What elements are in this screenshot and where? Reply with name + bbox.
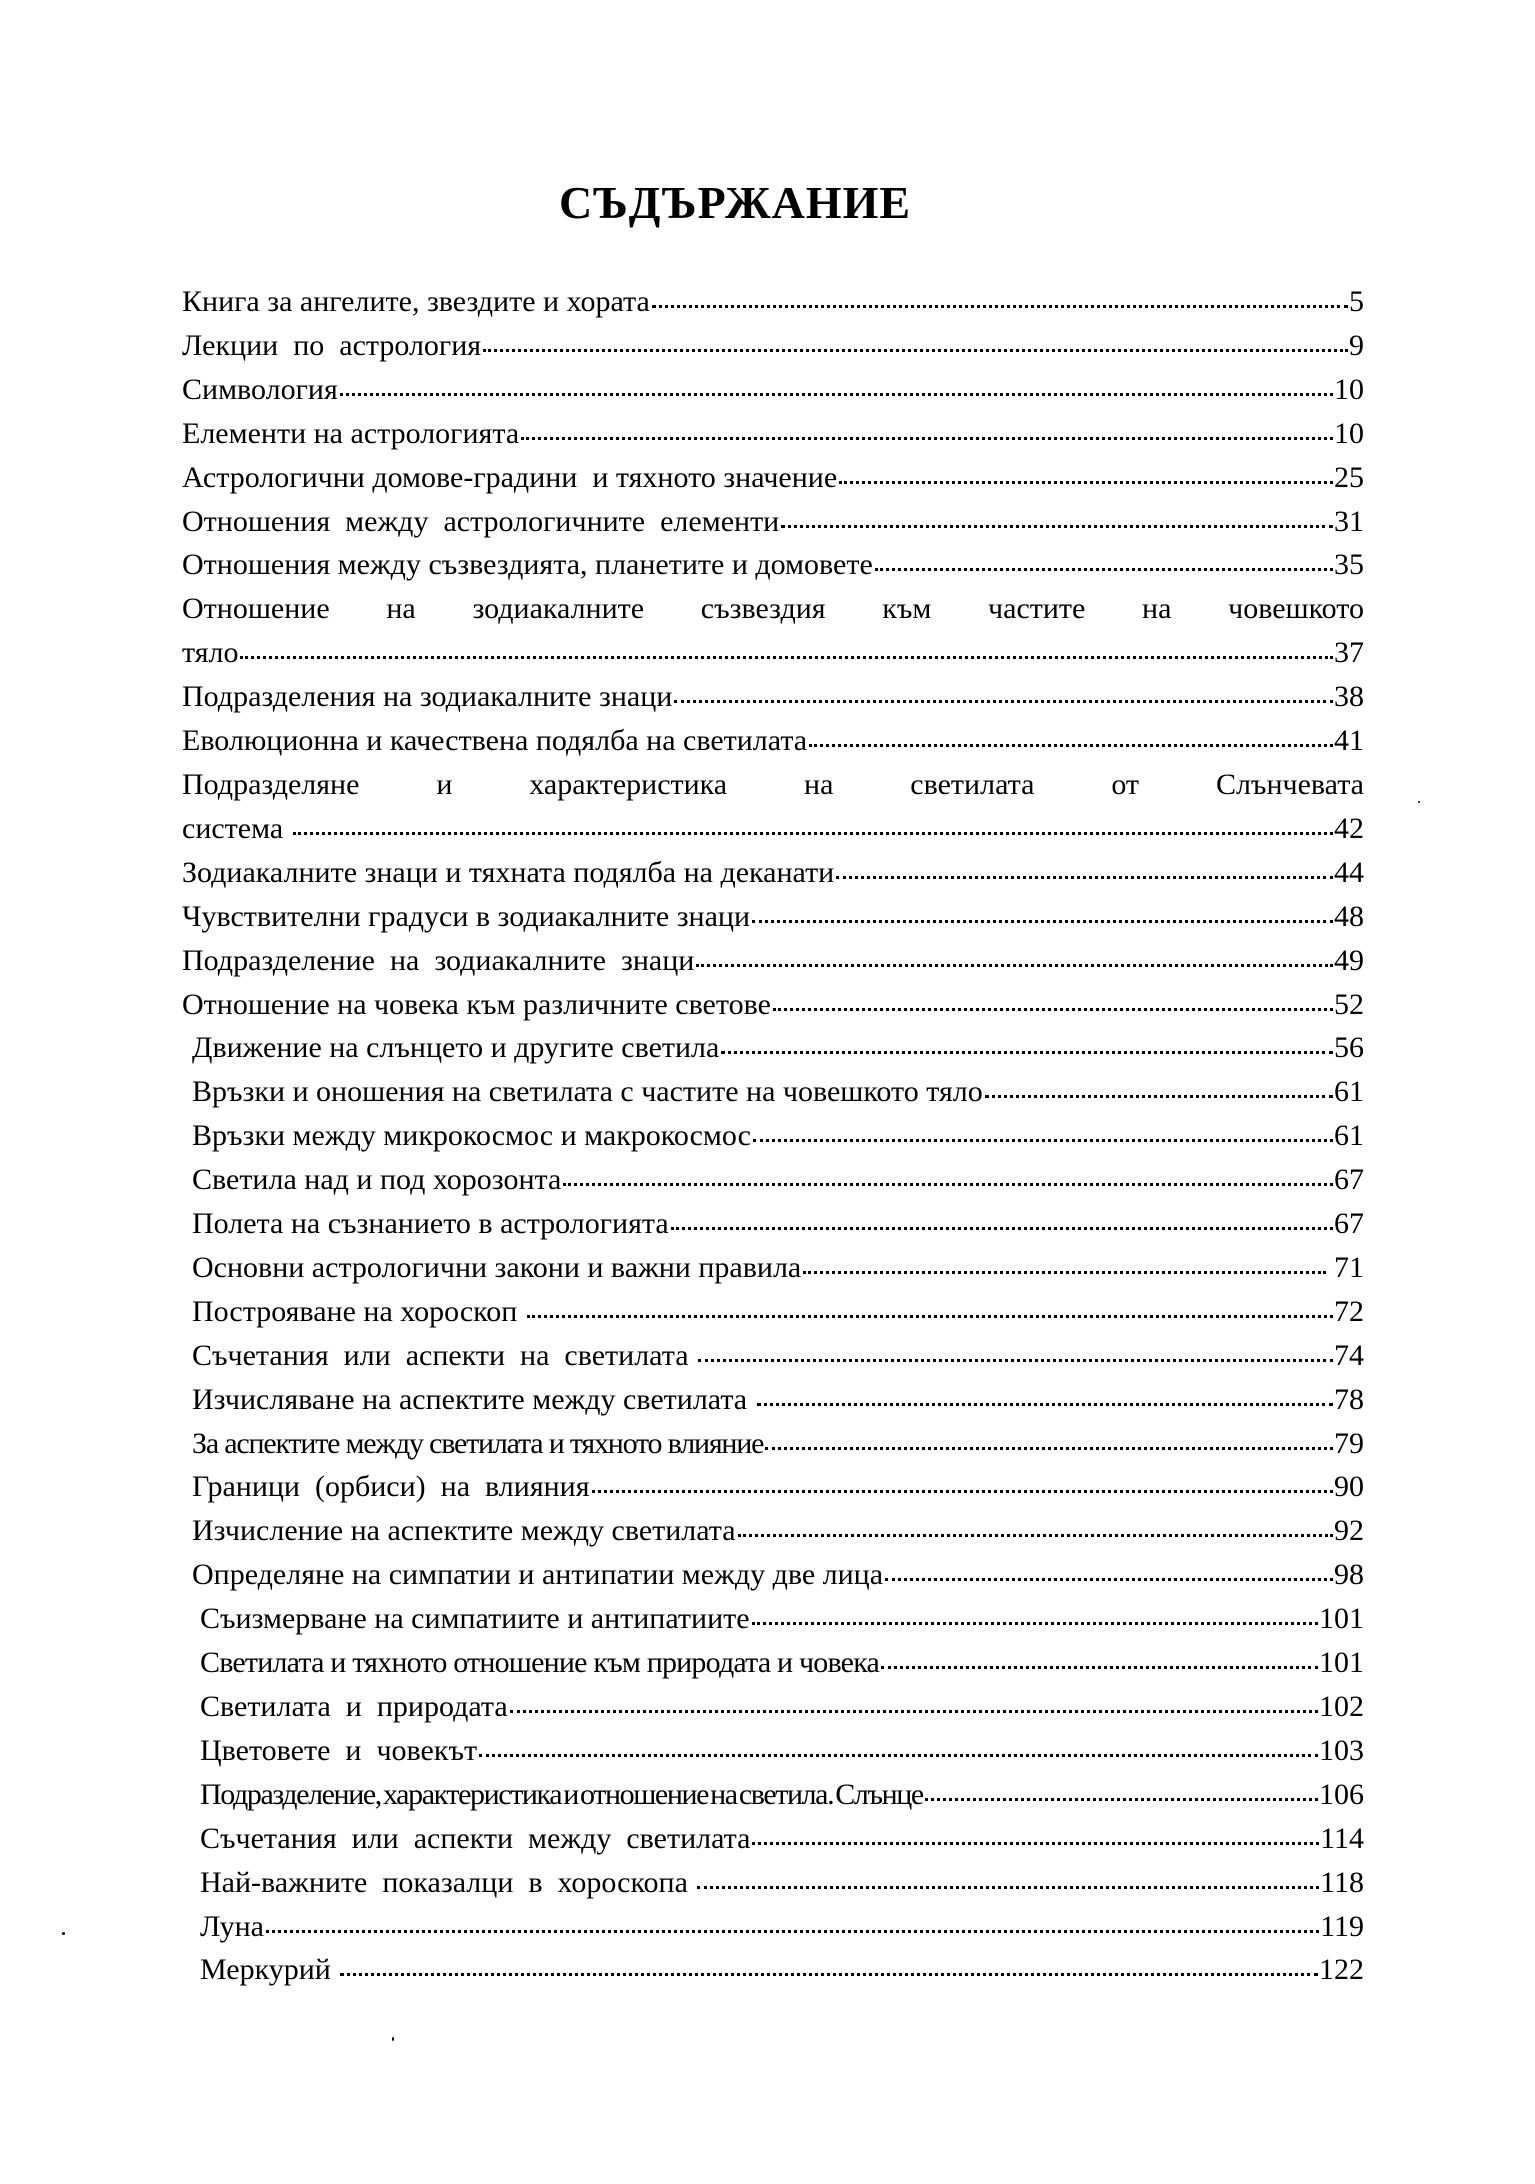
toc-page-number: 79 — [1334, 1426, 1364, 1460]
toc-page-number: 56 — [1334, 1031, 1364, 1065]
dot-leader — [338, 1949, 1319, 1979]
toc-entry — [182, 719, 1364, 763]
toc-entry-title: Движение на слънцето и другите светила — [192, 1031, 720, 1065]
toc-page-number: 52 — [1334, 987, 1364, 1021]
dot-leader — [801, 1247, 1326, 1277]
toc-page-number: 5 — [1349, 285, 1364, 318]
toc-entry — [182, 456, 1364, 500]
toc-entry-title: Симвология — [182, 372, 338, 406]
dot-leader — [837, 457, 1334, 487]
dot-leader — [750, 1598, 1319, 1628]
toc-page-number: 10 — [1334, 372, 1364, 406]
toc-entry-title: Лекции по астрология — [182, 328, 482, 362]
dot-leader — [238, 632, 1334, 662]
toc-entry-title: Отношение на човека към различните светове — [182, 987, 771, 1021]
toc-page-number: 98 — [1334, 1558, 1364, 1592]
dot-leader — [834, 852, 1334, 882]
toc-entry-title: Светилата и тяхното отношение към природата и човека — [200, 1646, 880, 1680]
dot-leader — [923, 1774, 1319, 1804]
toc-entry — [182, 1948, 1364, 1992]
toc-page-number: 61 — [1334, 1075, 1364, 1109]
toc-page-number: 35 — [1334, 548, 1364, 582]
toc-page-number: 106 — [1319, 1777, 1364, 1811]
toc-entry-title: Подразделение, характеристика и отношение на светила. Слънце — [200, 1777, 923, 1811]
toc-entry-title: Подразделение на зодиакалните знаци — [182, 943, 695, 977]
toc-entry-title: Полета на съзнанието в астрологията — [192, 1207, 669, 1241]
dot-leader — [561, 1159, 1334, 1189]
toc-entry — [182, 1070, 1364, 1114]
toc-page-number: 67 — [1334, 1207, 1364, 1241]
toc-entry — [182, 851, 1364, 895]
toc-page-number: 49 — [1334, 943, 1364, 977]
dot-leader — [750, 1818, 1320, 1848]
dot-leader — [879, 1642, 1319, 1672]
toc-entry-title: Светила над и под хорозонта — [192, 1163, 562, 1197]
toc-entry — [182, 587, 1364, 675]
dot-leader — [650, 281, 1349, 311]
dot-leader — [771, 984, 1334, 1014]
toc-entry — [182, 1246, 1364, 1290]
toc-entry — [182, 500, 1364, 544]
page-title: СЪДЪРЖАНИЕ — [558, 177, 912, 228]
toc-entry-title: Връзки между микрокосмос и макрокосмос — [192, 1119, 751, 1153]
toc-entry-title: Изчисление на аспектите между светилата — [192, 1514, 736, 1548]
dot-leader — [983, 1071, 1334, 1101]
toc-entry-title: Граници (орбиси) на влияния — [192, 1470, 590, 1504]
toc-entry — [182, 1334, 1364, 1378]
toc-page-number: 78 — [1334, 1382, 1364, 1416]
dot-leader — [695, 1862, 1320, 1892]
toc-entry — [182, 1597, 1364, 1641]
toc-entry — [182, 939, 1364, 983]
scan-speck — [1418, 801, 1420, 803]
dot-leader — [525, 1291, 1334, 1321]
toc-entry-title: Еволюционна и качествена подялба на светилата — [182, 724, 808, 758]
toc-entry — [182, 1773, 1364, 1817]
toc-entry — [182, 1202, 1364, 1246]
toc-page-number: 41 — [1334, 724, 1364, 758]
dot-leader — [669, 1203, 1334, 1233]
toc-entry-title: Връзки и оношения на светилата с частите на човешкото тяло — [192, 1075, 983, 1109]
toc-entry-title: Построяване на хороскоп — [192, 1294, 525, 1328]
toc-entry-title: Подразделения на зодиакалните знаци — [182, 680, 673, 714]
dot-leader — [873, 544, 1334, 574]
toc-entry-title: Съизмерване на симпатиите и антипатиите — [200, 1602, 750, 1636]
toc-entry — [182, 1729, 1364, 1773]
dot-leader — [750, 896, 1334, 926]
dot-leader — [264, 1906, 1320, 1936]
toc-page-number: 102 — [1319, 1690, 1364, 1723]
toc-entry-title: тяло — [182, 636, 239, 670]
toc-entry — [182, 412, 1364, 456]
toc-entry-title: система — [182, 811, 291, 845]
scan-speck — [392, 2037, 394, 2041]
toc-entry — [182, 1861, 1364, 1905]
dot-leader — [694, 940, 1334, 970]
toc-entry — [182, 1553, 1364, 1597]
toc-page-number: 48 — [1334, 899, 1364, 933]
dot-leader — [477, 1730, 1319, 1760]
toc-entry-title: Съчетания или аспекти между светилата — [200, 1821, 751, 1855]
toc-entry-title: Светилата и природата — [200, 1690, 508, 1723]
toc-entry — [182, 1158, 1364, 1202]
toc-entry-title: Елементи на астрологията — [182, 416, 520, 450]
toc-page-number: 119 — [1320, 1909, 1364, 1943]
toc-entry-title: Най-важните показалци в хороскопа — [200, 1865, 696, 1899]
toc-entry — [182, 324, 1364, 368]
dot-leader — [763, 1423, 1334, 1453]
toc-page-number: 74 — [1334, 1338, 1364, 1372]
toc-entry-title-line1: Отношение на зодиакалните съзвездия към частите на човешкото — [182, 592, 1364, 626]
dot-leader — [672, 676, 1334, 706]
dot-leader — [719, 1027, 1334, 1057]
toc-entry-title: Зодиакалните знаци и тяхната подялба на деканати — [182, 855, 835, 889]
toc-page-number: 122 — [1319, 1953, 1364, 1987]
toc-entry-title: За аспектите между светилата и тяхното влияние — [192, 1426, 764, 1460]
toc-entry-title: Цветовете и човекът — [200, 1733, 478, 1767]
toc-page-number: 61 — [1334, 1119, 1364, 1153]
table-of-contents — [182, 280, 1364, 1992]
dot-leader — [508, 1686, 1319, 1716]
toc-entry — [182, 1026, 1364, 1070]
toc-entry-title: Книга за ангелите, звездите и хората — [182, 285, 650, 318]
toc-page-number: 37 — [1334, 636, 1364, 670]
dot-leader — [590, 1466, 1334, 1496]
toc-page-number: 10 — [1334, 416, 1364, 450]
toc-entry — [182, 1290, 1364, 1334]
toc-page-number: 38 — [1334, 680, 1364, 714]
dot-leader — [883, 1554, 1334, 1584]
toc-page-number: 118 — [1320, 1865, 1364, 1899]
toc-entry-title: Астрологични домове-градини и тяхното значение — [182, 460, 838, 494]
dot-leader — [736, 1510, 1334, 1540]
toc-entry-title: Чувствителни градуси в зодиакалните знаци — [182, 899, 751, 933]
dot-leader — [779, 501, 1334, 531]
toc-entry-title: Отношения между съзвездията, планетите и домовете — [182, 548, 873, 582]
toc-page-number: 101 — [1319, 1602, 1364, 1636]
toc-page-number: 9 — [1349, 328, 1364, 362]
toc-entry — [182, 543, 1364, 587]
toc-page-number: 71 — [1326, 1250, 1364, 1284]
dot-leader — [338, 369, 1334, 399]
toc-entry — [182, 1905, 1364, 1949]
dot-leader — [807, 720, 1334, 750]
dot-leader — [755, 1379, 1334, 1409]
toc-page-number: 101 — [1319, 1646, 1364, 1680]
toc-entry-title: Определяне на симпатии и антипатии между две лица — [192, 1558, 884, 1592]
toc-entry-title: Луна — [200, 1909, 264, 1943]
toc-entry-title: Меркурий — [200, 1953, 339, 1987]
toc-entry-title: Изчисляване на аспектите между светилата — [192, 1382, 755, 1416]
dot-leader — [481, 325, 1349, 355]
toc-entry-title: Основни астрологични закони и важни правила — [192, 1250, 802, 1284]
toc-page-number: 44 — [1334, 855, 1364, 889]
dot-leader — [291, 808, 1334, 838]
toc-entry — [182, 1422, 1364, 1466]
toc-entry — [182, 1641, 1364, 1685]
toc-page-number: 90 — [1334, 1470, 1364, 1504]
toc-entry-title: Съчетания или аспекти на светилата — [192, 1338, 697, 1372]
toc-page-number: 114 — [1320, 1821, 1364, 1855]
toc-entry — [182, 895, 1364, 939]
dot-leader — [696, 1335, 1334, 1365]
toc-entry — [182, 1817, 1364, 1861]
toc-page-number: 31 — [1334, 504, 1364, 538]
toc-entry — [182, 280, 1364, 324]
toc-entry — [182, 1685, 1364, 1729]
toc-entry-title: Отношения между астрологичните елементи — [182, 504, 780, 538]
toc-entry — [182, 368, 1364, 412]
toc-entry — [182, 1114, 1364, 1158]
toc-page-number: 72 — [1334, 1294, 1364, 1328]
toc-page-number: 103 — [1319, 1733, 1364, 1767]
toc-page-number: 25 — [1334, 460, 1364, 494]
dot-leader — [751, 1115, 1334, 1145]
toc-entry — [182, 983, 1364, 1027]
toc-entry-title-line1: Подразделяне и характеристика на светилата от Слънчевата — [182, 767, 1364, 801]
toc-entry — [182, 1465, 1364, 1509]
toc-page-number: 42 — [1334, 811, 1364, 845]
toc-entry — [182, 1378, 1364, 1422]
toc-page-number: 67 — [1334, 1163, 1364, 1197]
toc-entry — [182, 763, 1364, 851]
toc-entry — [182, 675, 1364, 719]
toc-entry — [182, 1509, 1364, 1553]
toc-page-number: 92 — [1334, 1514, 1364, 1548]
dot-leader — [519, 413, 1334, 443]
scan-speck — [62, 1932, 65, 1935]
